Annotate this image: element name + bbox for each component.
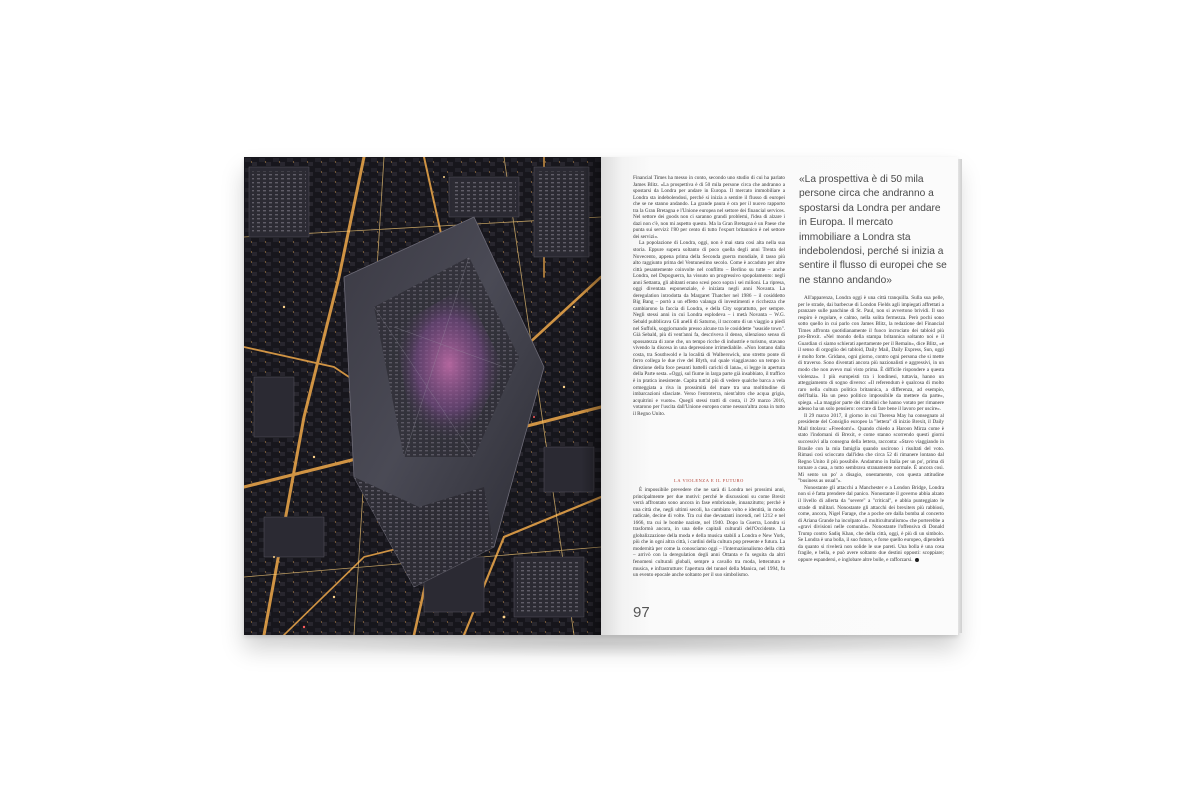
paragraph: Il 29 marzo 2017, il giorno in cui Theresa May ha consegnato al presidente del Consiglio europeo la "lettera" di inizio Brexit, il Daily Mail titolava: «Freedom!». Quando chiedo a Haroon Mirza come è stato l'indomani di Brexit, e come stanno scorrendo questi giorni successivi alla consegna della lettera, racconta: «Stavo viaggiando in Brasile con la mia famiglia quando uscirono i risultati del voto. Rimasi così scioccato dall'idea che circa 52 di rimanere lontano dal Regno Unito il più possibile. Andammo in Italia per un po', prima di tornare a casa, a tutto sembrava stranamente normale. È ancora così. Mi sento un po' a disagio, onestamente, con questa attitudine "business as usual"». — [798, 412, 944, 485]
aerial-night-photo — [244, 157, 601, 635]
text-column-1 — [633, 175, 785, 417]
paragraph: È impossibile prevedere che ne sarà di Londra nei prossimi anni, principalmente per due motivi: perché le discussioni su come Brexit verrà affrontato sono ancora in fase embrionale, innanzitutto; perché è una città che, negli ultimi secoli, ha cambiato volto e identità, in modo radicale, decine di volte. Tra cui due devastanti incendi, nel 1212 e nel 1666, tra cui le bombe naziste, nel 1940. Dopo la Guerra, Londra si trasformò ancora, in una delle capitali culturali dell'Occidente. La globalizzazione della moda e della musica stabilì a Londra e New York, più che in ogni altra città, i cardini della cultura pop presente e futura. La modernità per come la conosciamo oggi – l'internazionalismo della città – arrivò con la deregulation degli anni Ottanta e fu seguita da altri fenomeni culturali globali, sempre a cavallo tra moda, letteratura e musica, e infrastrutture: l'apertura del tunnel della Manica, nel 1994, fu un evento epocale anche soltanto per il suo simbolismo. — [633, 487, 785, 579]
magazine-spread — [244, 157, 958, 635]
page-number: 97 — [633, 604, 650, 621]
text-column-2 — [798, 295, 944, 563]
pull-quote: «La prospettiva è di 50 mila persone circa che andranno a spostarsi da Londra per andare in Europa. Il mercato immobiliare a Londra sta indebolendosi, perché si inizia a sentire il flusso di europei che se ne stanno andando» — [799, 174, 947, 286]
text-page — [601, 157, 958, 635]
paragraph: Financial Times ha messo in conto, secondo uno studio di cui ha parlato James Blitz. «La prospettiva è di 50 mila persone circa che andranno a spostarsi da Londra per andare in Europa. Il mercato immobiliare a Londra sta indebolendosi, perché si inizia a sentire il flusso di europei che se ne stanno andando. La grande paura è ora per il nuovo rapporto tra la Gran Bretagna e l'Unione europea nel settore dei financial services. Nel settore dei goods non ci saranno grandi problemi, l'idea di alzare i dazi non c'è, non mi aspetto questo. Ma la Gran Bretagna è un Paese che punta sui servizi: l'80 per cento di tutto l'export britannico è nel settore dei servizi». — [633, 175, 785, 240]
london-city-aerial-image — [244, 157, 601, 635]
paragraph: All'apparenza, Londra oggi è una città tranquilla. Sulla sua pelle, per le strade, dai barbecue di London Fields agli impiegati affrettati a pranzare sulle panchine di St. Paul, non si avvertono brividi. Il suo respiro è regolare, e calmo, nella solita fermezza. Però pochi sono sotto quello in cui parlo con James Blitz, la redazione del Financial Times affronta quotidianamente il fuoco incrociato dei tabloid più pro-Brexit. «Nel mondo della stampa britannica soltanto noi e il Guardian ci siamo schierati apertamente per il Remain», dice Blitz, «e il senso di orgoglio dei tabloid, Daily Mail, Daily Express, Sun, oggi è molto forte. Gridano, ogni giorno, contro ogni persona che si mette di traverso. Sono diventati ancora più nazionalisti e aggressivi, in un modo che non avevo mai visto prima. È difficile rispondere a questa violenza». I più europeisti tra i londinesi, tuttavia, hanno un atteggiamento di sogno diverso: «Il referendum è qualcosa di molto raro nella cultura politica britannica, a differenza, ad esempio, dell'Italia. Ha un peso politico impossibile da mettere da parte», spiega. «La maggior parte dei cittadini che hanno votato per rimanere adesso ha un solo pensiero: cercare di fare bene il lavoro per uscire». — [798, 295, 944, 413]
paragraph: La popolazione di Londra, oggi, non è mai stata così alta nella sua storia. Eppure supera soltanto di poco quella degli anni Trenta del Novecento, appena prima della Seconda guerra mondiale, il tasso più alto raggiunto prima del Ventunesimo secolo. Come è accaduto per altre città pesantemente coinvolte nel conflitto – Berlino su tutte – anche Londra, nel Dopoguerra, ha vissuto un progressivo spopolamento: negli anni Settanta, gli abitanti erano scesi poco sopra i sei milioni. La ripresa, oggi diventata esponenziale, è iniziata negli anni Novanta. La deregulation introdotta da Margaret Thatcher nel 1986 – il cosiddetto Big Bang – portò a un effetto valanga di investimenti e ricchezza che cambiarono la faccia di Londra, e della City soprattutto, per sempre. Negli stessi anni in cui Londra esplodeva – i metà Novanta – W.G. Sebald pubblicava Gli anelli di Saturno, il racconto di un viaggio a piedi nel Suffolk, soggiornando presso alcune tra le cosiddette "seaside town". Già Sebald, più di vent'anni fa, descriveva il denso, silenzioso senso di spossatezza di zone che, un tempo ricche di industrie e turismo, stavano vivendo la discesa in una depressione irrimediabile. «Non lontano dalla costa, tra Southwold e la località di Walberswick, uno stretto ponte di ferro collega le due rive del Blyth, sul quale viaggiavano un tempo in direzione della foce pesanti battelli carichi di lana», si legge in apertura della Parte sesta. «Oggi, sul fiume in larga parte già insabbiato, il traffico è in pratica inesistente. Capita tutt'al più di vedere qualche barca a vela ormeggiata a riva in prossimità del mare tra una moltitudine di imbarcazioni sfasciate. Verso l'entroterra, nient'altro che acqua grigia, acquitrini e vuoto». Quegli stessi tratti di costa, il 29 marzo 2016, votarono per l'uscita dall'Unione europea come nessun'altra zona in tutto il Regno Unito. — [633, 240, 785, 417]
page-edge — [958, 159, 962, 633]
section-heading: LA VIOLENZA E IL FUTURO — [674, 478, 744, 483]
gutter-shade — [581, 157, 601, 635]
paragraph — [798, 485, 944, 564]
end-of-article-icon — [915, 558, 919, 562]
paragraph-text: Nonostante gli attacchi a Manchester e a London Bridge, Londra non si è fatta prendere dal panico. Nonostante il governo abbia alzato il livello di allerta da "severe" a "critical", e abbia punteggiato le strade di militari. Nonostante gli attacchi dei brexiters più rabbiosi, come, ancora, Nigel Farage, che a poche ore dalla bomba al concerto di Ariana Grande ha incolpato «il multiculturalismo» che porterebbe a «gravi divisioni nelle comunità». Nonostante l'offensiva di Donald Trump contro Sadiq Khan, che della città, oggi, è più di un simbolo. Se Londra è una bolla, il suo futuro, e forse quello europeo, dipenderà da quanto si rivelerà non solide le sue pareti. Una bolla è una cosa fragile, e bella, e può avere soltanto due destini opposti: scoppiare; oppure espandersi, e inglobare altre bolle, e rafforzarsi. — [798, 484, 944, 563]
text-column-1-continued — [633, 487, 785, 579]
